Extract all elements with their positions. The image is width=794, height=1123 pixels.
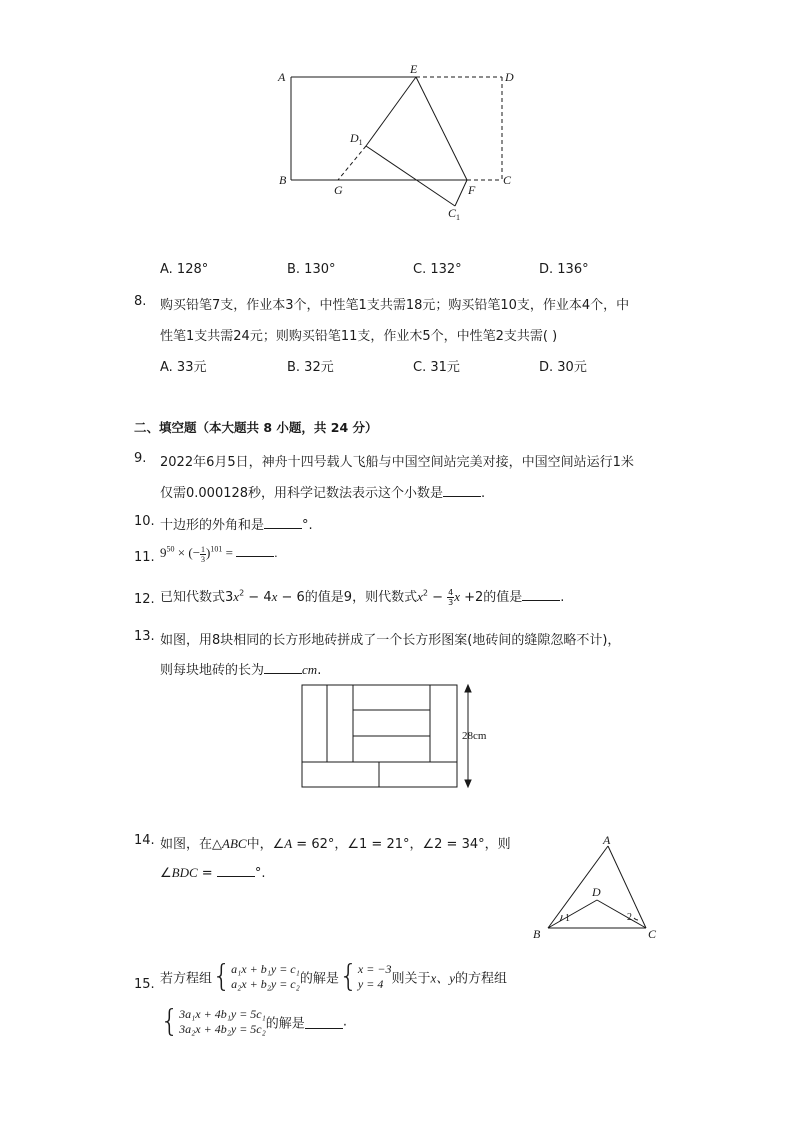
q15-text-line2 [160,1004,347,1039]
point-label-d: D [505,70,514,84]
q7-option-d: D. 136° [539,262,589,277]
q11-end: . [274,545,278,560]
section-heading-fill-in: 二、填空题（本大题共 8 小题，共 24 分） [134,420,378,435]
q8-option-d: D. 30元 [539,360,587,375]
tri-angle-1: 1 [565,913,570,924]
q15-part-c: 则关于 [391,971,431,987]
q9-answer-blank[interactable] [443,484,481,497]
q12-part-e: +2的值是 [460,590,523,605]
q12-part-b: − 4 [244,590,272,605]
q10-question: 十边形的外角和是 [160,518,265,533]
tri-angle-2: 2 [627,912,632,923]
q12-square2: 2 [422,588,428,598]
q13-end: . [317,663,322,678]
q12-var-x2: x [271,589,278,604]
q15-part-b: 的解是 [299,971,339,987]
q14-angle-sign: ∠ [160,866,172,881]
point-label-f: F [468,183,476,197]
q8-number: 8. [134,294,147,309]
q12-var-x3: x [417,589,423,604]
q7-option-b: B. 130° [287,262,336,277]
q10-text [160,514,313,533]
q12-square: 2 [239,588,245,598]
q15-part-d: 的方程组 [455,971,508,987]
q12-var-x: x [233,589,240,604]
tri-label-b: B [533,927,541,941]
q11-number: 11. [134,550,155,565]
point-label-e: E [410,62,418,76]
q10-number: 10. [134,514,155,529]
tri-label-d: D [592,885,601,899]
point-label-c: C [503,173,512,187]
point-label-c1: $C_1$ [448,206,461,222]
q13-question: 则每块地砖的长为 [160,663,265,678]
q13-answer-blank[interactable] [264,661,302,674]
q11-exp2: 101 [210,544,223,554]
q15-system1: a₁x + b₁y = c₁ a₂x + b₂y = c₂ [231,962,300,991]
q12-number: 12. [134,592,155,607]
q9-end: . [481,486,486,501]
q10-unit: °. [302,518,313,533]
tri-label-c: C [648,927,657,941]
q14-answer-blank[interactable] [217,864,255,877]
q12-text [160,586,564,607]
q13-text-line1: 如图，用8块相同的长方形地砖拼成了一个长方形图案(地砖间的缝隙忽略不计)， [160,633,621,648]
q7-option-c: C. 132° [413,262,462,277]
q11-equals: = [225,545,233,560]
q12-var-x4: x [454,589,460,604]
q15-end: . [342,1014,347,1030]
q15-text-line1 [160,959,508,994]
q9-text-line1: 2022年6月5日，神舟十四号载人飞船与中国空间站完美对接，中国空间站运行1米 [160,455,634,470]
q14-angle-a: A [284,836,293,851]
q11-rparen: ) [206,545,211,560]
q15-brace3: { [160,1004,180,1039]
q8-option-c: C. 31元 [413,360,460,375]
q14-part-a: 如图，在△ [160,837,222,852]
q11-answer-blank[interactable] [236,544,274,557]
q14-unit: °. [254,866,266,881]
q14-part-c: = 62°，∠1 = 21°，∠2 = 34°，则 [292,837,511,852]
q9-text-line2 [160,482,485,501]
q12-part-c: − 6的值是9，则代数式 [277,590,418,605]
q11-base: 9 [160,545,167,560]
dimension-label: 28cm [462,730,487,742]
q12-answer-blank[interactable] [522,588,560,601]
point-label-b: B [279,173,287,187]
q15-vars: x、y [430,970,456,986]
q11-expression [160,544,277,564]
q7-option-a: A. 128° [160,262,209,277]
q11-fraction: $\frac{1}{3}$ [201,544,206,564]
tri-label-a: A [603,833,611,847]
q8-text-line1: 购买铅笔7支，作业本3个，中性笔1支共需18元；购买铅笔10支，作业本4个，中 [160,298,630,313]
q9-text: 仅需0.000128秒，用科学记数法表示这个小数是 [160,486,444,501]
tile-rectangle-figure [300,683,510,791]
q8-option-b: B. 32元 [287,360,334,375]
q14-text-line2 [160,864,265,881]
point-label-g: G [334,183,343,197]
q13-text-line2 [160,659,321,678]
q15-part-e: 的解是 [265,1016,305,1032]
q14-text-line1 [160,833,511,852]
q12-part-a: 已知代数式3 [160,590,234,605]
q11-lparen: ( [188,545,193,560]
q12-part-d: − [427,590,448,605]
triangle-figure [528,832,663,944]
q15-number: 15. [134,977,155,992]
q14-part-b: 中，∠ [246,837,285,852]
q15-system2: 3a₁x + 4b₁y = 5c₁ 3a₂x + 4b₂y = 5c₂ [179,1007,266,1036]
q15-answer-blank[interactable] [305,1016,343,1029]
q15-brace1: { [212,959,232,994]
q12-fraction: $\frac{4}{3}$ [448,588,454,607]
q15-solution: x = −3 y = 4 [357,962,392,991]
q12-end: . [560,590,565,605]
point-label-d1: $D_1$ [350,131,363,147]
fold-rectangle-figure [270,60,530,230]
q14-angle-bdc: BDC [171,865,198,880]
q11-times: × [177,545,186,560]
q10-answer-blank[interactable] [264,516,302,529]
q13-unit: cm [302,662,318,677]
point-label-a: A [278,70,286,84]
q11-exp1: 50 [166,544,175,554]
q9-number: 9. [134,451,147,466]
q14-triangle: ABC [222,836,247,851]
q13-number: 13. [134,629,155,644]
q8-option-a: A. 33元 [160,360,207,375]
q11-minus: − [192,545,201,560]
q8-text-line2: 性笔1支共需24元；则购买铅笔11支，作业木5个，中性笔2支共需( ) [160,329,558,344]
q15-part-a: 若方程组 [160,971,213,987]
q15-brace2: { [338,959,358,994]
q14-equals: = [197,866,217,881]
q14-number: 14. [134,833,155,848]
